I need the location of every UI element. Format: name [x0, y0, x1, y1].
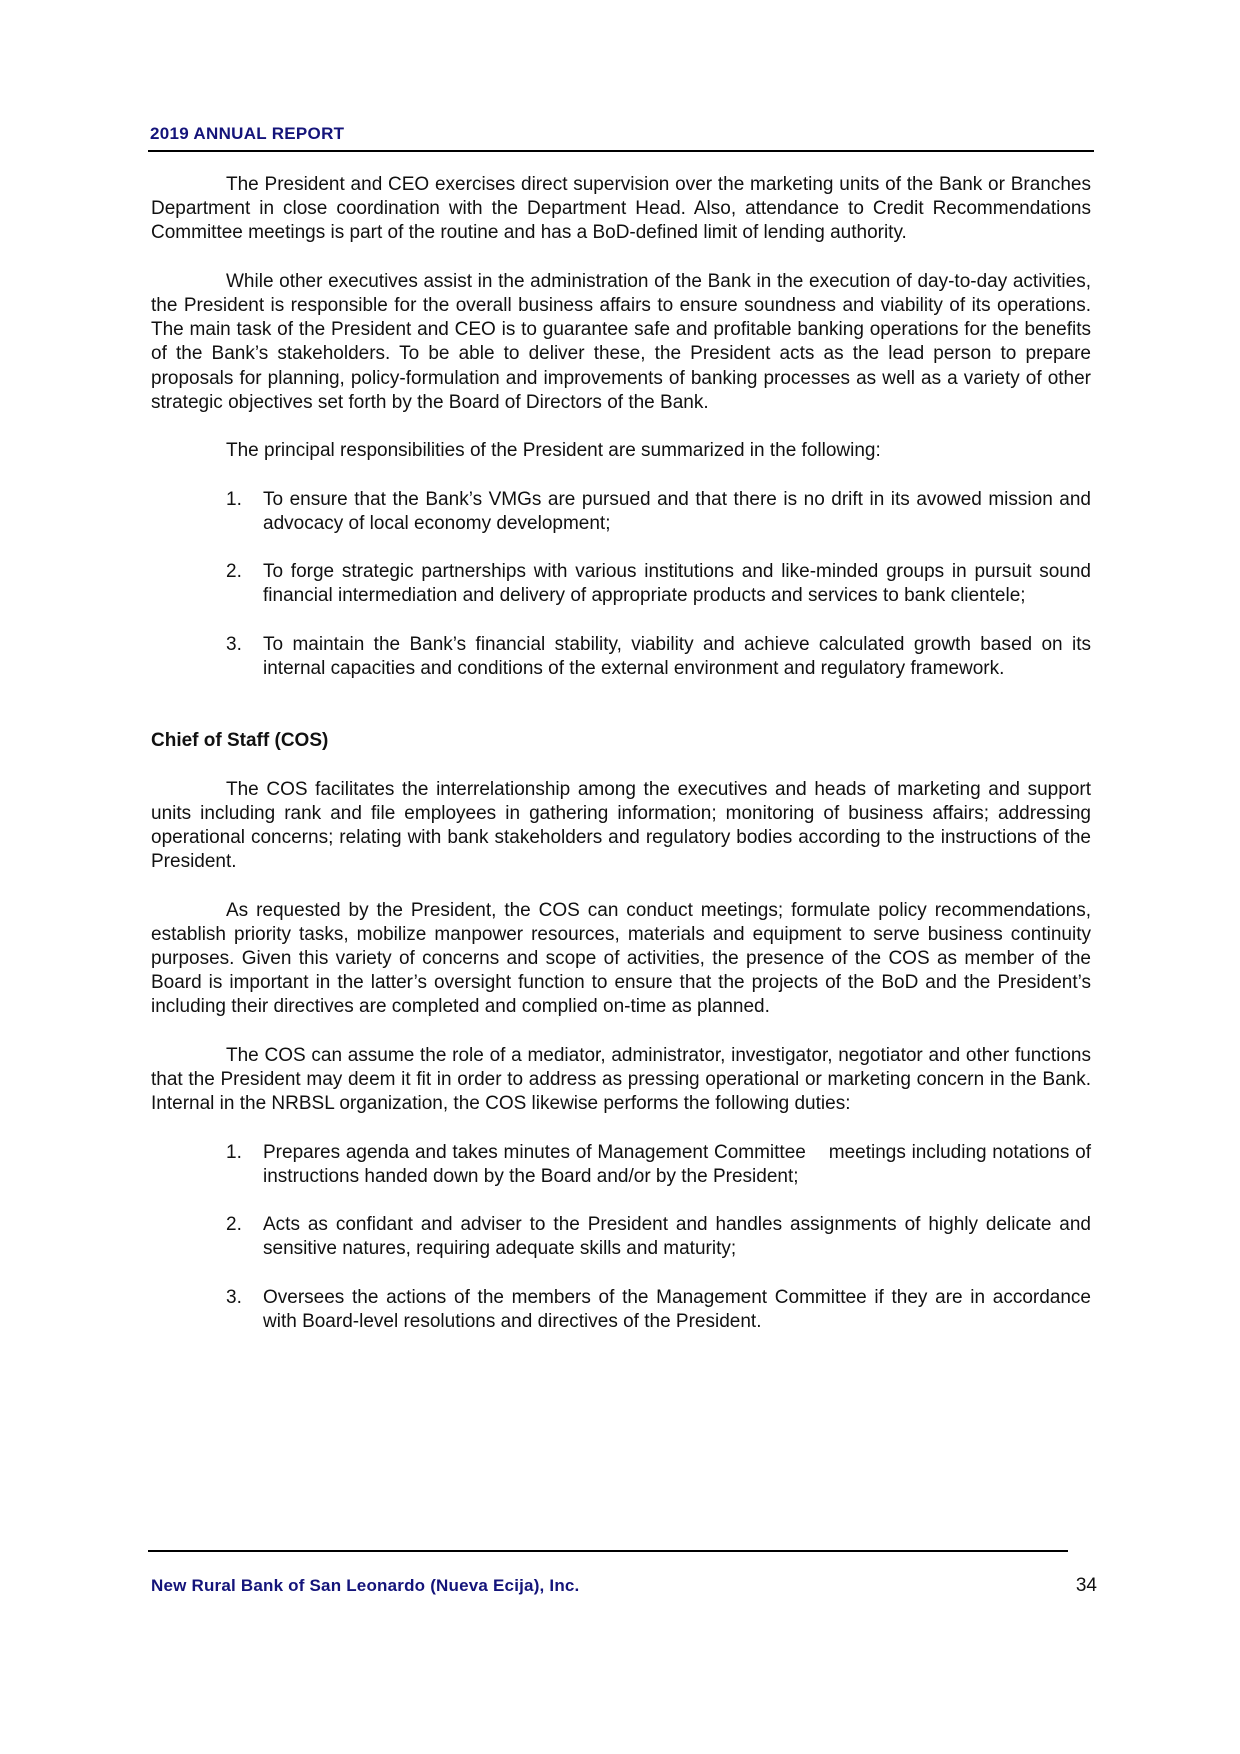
paragraph-cos-facilitates: The COS facilitates the interrelationship among the executives and heads of marketing and support units including rank and file employees in gathering information; monitoring of business affairs; addressing operational concerns; relating with bank stakeholders and regulatory bodies according to the instructions of the President. — [151, 778, 1091, 873]
president-section — [151, 173, 1091, 681]
list-number: 3. — [226, 1286, 242, 1308]
list-item — [151, 633, 1091, 681]
paragraph-president-supervision: The President and CEO exercises direct supervision over the marketing units of the Bank or Branches Department in close coordination with the Department Head. Also, attendance to Credit Recommendations Committee meetings is part of the routine and has a BoD-defined limit of lending authority. — [151, 174, 1091, 244]
page-header — [150, 124, 1094, 144]
cos-section — [151, 729, 1097, 1334]
cos-duties-list — [151, 1141, 1097, 1335]
page-number: 34 — [1075, 1575, 1097, 1596]
list-item — [151, 488, 1091, 536]
list-number: 2. — [226, 561, 242, 583]
list-text: To ensure that the Bank’s VMGs are pursued and that there is no drift in its avowed mission and advocacy of local economy development; — [263, 488, 1091, 534]
list-text: Oversees the actions of the members of the Management Committee if they are in accordance with Board-level resolutions and directives of the President. — [263, 1286, 1091, 1332]
report-title: 2019 ANNUAL REPORT — [150, 124, 345, 143]
list-text: Prepares agenda and takes minutes of Management Committee meetings including notations of instructions handed down by the Board and/or by the President; — [263, 1141, 1097, 1187]
header-divider — [148, 150, 1094, 152]
list-item — [151, 1286, 1091, 1334]
paragraph-cos-roles: The COS can assume the role of a mediator, administrator, investigator, negotiator and other functions that the President may deem it fit in order to address as pressing operational or marketing concern in the Bank. Internal in the NRBSL organization, the COS likewise performs the following duties: — [151, 1044, 1091, 1115]
list-number: 1. — [226, 1141, 242, 1163]
page-content — [151, 173, 1097, 1358]
president-responsibilities-list — [151, 488, 1091, 682]
list-text: To forge strategic partnerships with various institutions and like-minded groups in pursuit sound financial intermediation and delivery of appropriate products and services to bank clientele; — [263, 561, 1091, 607]
paragraph-cos-meetings: As requested by the President, the COS can conduct meetings; formulate policy recommendations, establish priority tasks, mobilize manpower resources, materials and equipment to serve business continuity purposes. Given this variety of concerns and scope of activities, the presence of the COS as member of the Board is important in the latter’s oversight function to ensure that the projects of the BoD and the President’s including their directives are completed and complied on-time as planned. — [151, 899, 1091, 1018]
list-item — [151, 560, 1091, 608]
list-item — [151, 1141, 1097, 1189]
list-number: 3. — [226, 633, 242, 655]
list-number: 2. — [226, 1214, 242, 1236]
list-text: To maintain the Bank’s financial stability, viability and achieve calculated growth based on its internal capacities and conditions of the external environment and regulatory framework. — [263, 633, 1091, 679]
list-text: Acts as confidant and adviser to the President and handles assignments of highly delicate and sensitive natures, requiring adequate skills and maturity; — [263, 1214, 1091, 1260]
footer-divider — [148, 1550, 1068, 1552]
footer-organization-name: New Rural Bank of San Leonardo (Nueva Ecija), Inc. — [151, 1576, 580, 1595]
section-heading-cos: Chief of Staff (COS) — [151, 730, 329, 752]
list-item — [151, 1213, 1091, 1261]
list-number: 1. — [226, 488, 242, 510]
paragraph-responsibilities-intro: The principal responsibilities of the President are summarized in the following: — [226, 440, 881, 462]
paragraph-president-role: While other executives assist in the administration of the Bank in the execution of day-to-day activities, the President is responsible for the overall business affairs to ensure soundness and viability of its operations. The main task of the President and CEO is to guarantee safe and profitable banking operations for the benefits of the Bank’s stakeholders. To be able to deliver these, the President acts as the lead person to prepare proposals for planning, policy-formulation and improvements of banking processes as well as a variety of other strategic objectives set forth by the Board of Directors of the Bank. — [151, 270, 1091, 413]
